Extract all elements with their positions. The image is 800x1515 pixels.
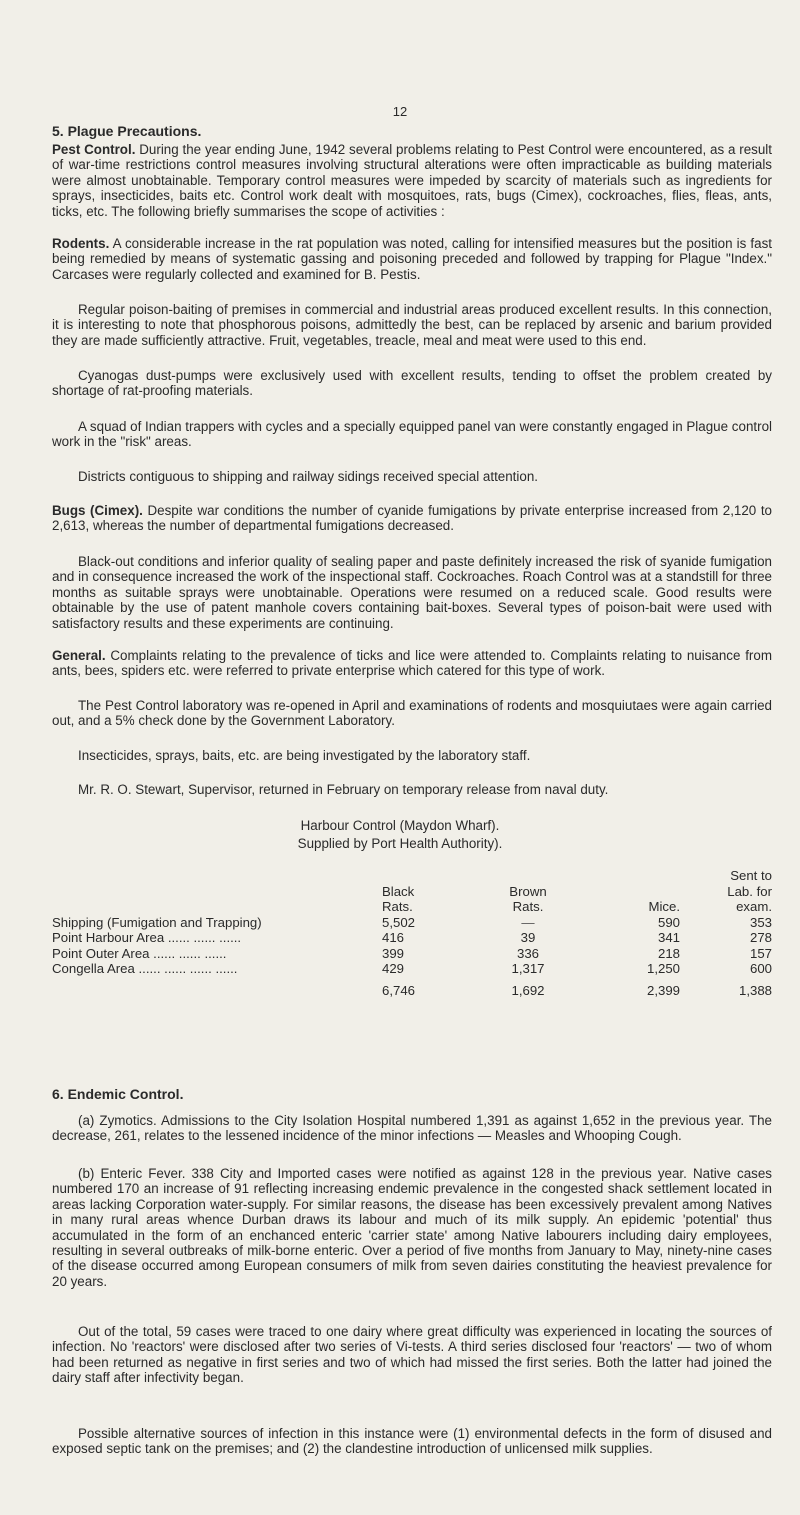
pest-control-label: Pest Control.: [52, 142, 136, 157]
cell-brown-rats: —: [521, 914, 535, 930]
bugs-text: Despite war conditions the number of cyanide fumigations by private enterprise increased from 2,120 to 2,613, whereas the number of departmental fumigations decreased.: [52, 503, 772, 534]
rodents-text: A considerable increase in the rat population was noted, calling for intensified measures but the position is fast being remedied by means of systematic gassing and poisoning preceded and followed by trapping for Plague "Index." Carcases were regularly collected and examined for B. Pestis.: [52, 236, 773, 282]
zymotics-paragraph: (a) Zymotics. Admissions to the City Isolation Hospital numbered 1,391 as against 1,652 in the previous year. The decrease, 261, relates to the lessened incidence of the minor infections — Measles and Whooping Cough.: [52, 1113, 772, 1144]
cell-mice: 341: [657, 930, 680, 945]
cell-sent-to-lab: 278: [749, 930, 772, 945]
table-row: [52, 946, 772, 962]
total-black-rats: 6,746: [382, 982, 416, 998]
cell-black-rats: 416: [382, 930, 405, 945]
header-mice: Mice.: [648, 899, 680, 914]
header-sent-to-lab: Sent to Lab. for exam.: [727, 868, 772, 914]
cell-brown-rats: 336: [516, 945, 539, 961]
cell-black-rats: 5,502: [382, 914, 416, 930]
insecticides-paragraph: Insecticides, sprays, baits, etc. are being investigated by the laboratory staff.: [78, 748, 531, 763]
cell-sent-to-lab: 157: [749, 945, 772, 961]
cell-black-rats: 399: [382, 945, 405, 961]
harbour-control-table: [52, 868, 772, 998]
row-label: Point Outer Area ...... ...... ......: [52, 945, 227, 961]
table-totals-row: [52, 977, 772, 999]
general-text: Complaints relating to the prevalence of ticks and lice were attended to. Complaints relating to nuisance from ants, bees, spiders etc. were referred to private enterprise which catered for this type of work.: [52, 648, 772, 679]
total-sent-to-lab: 1,388: [738, 982, 772, 998]
cell-black-rats: 429: [382, 961, 405, 976]
section-6-title: 6. Endemic Control.: [52, 1086, 184, 1102]
cell-mice: 218: [657, 945, 680, 961]
enteric-paragraph: (b) Enteric Fever. 338 City and Imported cases were notified as against 128 in the previous year. Native cases numbered 170 an increase of 91 reflecting increasing endemic prevalence in the congested shack settlement located in areas lacking Corporation water-supply. For similar reasons, the disease has been excessively prevalent among Natives in many rural areas whence Durban draws its labour and much of its milk supply. An epidemic 'potential' thus accumulated in the form of an enchanced enteric 'carrier state' among Native labourers including dairy employees, resulting in several outbreaks of milk-borne enteric. Over a period of five months from January to May, ninety-nine cases of the disease occurred among European consumers of milk from seven dairies constituting the heaviest prevalence for 20 years.: [52, 1166, 772, 1289]
bugs-paragraph: [52, 503, 772, 534]
stewart-paragraph: Mr. R. O. Stewart, Supervisor, returned in February on temporary release from naval duty.: [78, 782, 609, 797]
page-number: 12: [392, 104, 408, 119]
header-black-rats: Black Rats.: [382, 883, 415, 914]
section-5-title: 5. Plague Precautions.: [52, 123, 202, 139]
trappers-paragraph: A squad of Indian trappers with cycles and a specially equipped panel van were constantly engaged in Plague control work in the "risk" areas.: [52, 419, 772, 450]
pest-control-paragraph: [52, 142, 772, 219]
cell-mice: 590: [657, 914, 680, 930]
cell-mice: 1,250: [646, 961, 680, 976]
districts-paragraph: Districts contiguous to shipping and railway sidings received special attention.: [78, 469, 538, 484]
row-label: Shipping (Fumigation and Trapping): [52, 914, 262, 930]
table-row: [52, 930, 772, 946]
row-label: Point Harbour Area ...... ...... ......: [52, 930, 242, 945]
general-paragraph: [52, 648, 772, 679]
total-brown-rats: 1,692: [511, 982, 545, 998]
cell-sent-to-lab: 353: [749, 914, 772, 930]
table-row: [52, 915, 772, 931]
dairy-paragraph: Out of the total, 59 cases were traced to one dairy where great difficulty was experienced in locating the sources of infection. No 'reactors' were disclosed after two series of Vi-tests. A third series disclosed four 'reactors' — two of whom had been returned as negative in first series and two of which had missed the first series. Both the latter had joined the dairy staff after infectivity began.: [52, 1324, 772, 1386]
header-brown-rats: Brown Rats.: [509, 883, 547, 914]
cyanogas-paragraph: Cyanogas dust-pumps were exclusively used with excellent results, tending to offset the problem created by shortage of rat-proofing materials.: [52, 368, 772, 399]
poison-baiting-paragraph: Regular poison-baiting of premises in commercial and industrial areas produced excellent results. In this connection, it is interesting to note that phosphorous poisons, admittedly the best, can be replaced by arsenic and barium provided they are made sufficiently attractive. Fruit, vegetables, treacle, meal and meat were used to this end.: [52, 302, 772, 348]
cell-brown-rats: 39: [520, 930, 536, 945]
cell-sent-to-lab: 600: [749, 961, 772, 976]
general-label: General.: [52, 648, 106, 663]
table-row: [52, 961, 772, 977]
cell-brown-rats: 1,317: [511, 961, 545, 976]
sources-paragraph: Possible alternative sources of infection in this instance were (1) environmental defects in the form of disused and exposed septic tank on the premises; and (2) the clandestine introduction of unlicensed milk supplies.: [52, 1426, 772, 1457]
harbour-table-title: Harbour Control (Maydon Wharf).: [300, 818, 500, 833]
row-label: Congella Area ...... ...... ...... ......: [52, 961, 238, 976]
total-mice: 2,399: [646, 982, 680, 998]
bugs-label: Bugs (Cimex).: [52, 503, 143, 518]
harbour-table-subtitle: Supplied by Port Health Authority).: [297, 836, 503, 851]
rodents-paragraph: [52, 236, 772, 282]
table-header-row: [52, 868, 772, 915]
blackout-paragraph: Black-out conditions and inferior quality of sealing paper and paste definitely increased the risk of syanide fumigation and in consequence increased the work of the inspectional staff. Cockroaches. Roach Control was at a standstill for three months as suitable sprays were unobtainable. Operations were resumed on a reduced scale. Good results were obtainable by the use of patent manhole covers containing bait-boxes. Several types of poison-bait were used with satisfactory results and these experiments are continuing.: [52, 554, 772, 631]
laboratory-paragraph: The Pest Control laboratory was re-opened in April and examinations of rodents and mosquiutaes were again carried out, and a 5% check done by the Government Laboratory.: [52, 698, 772, 729]
rodents-label: Rodents.: [52, 236, 110, 251]
pest-control-text: During the year ending June, 1942 several problems relating to Pest Control were encountered, as a result of war-time restrictions control measures involving structural alterations were often impracticable as building materials were almost unobtainable. Temporary control measures were impeded by scarcity of materials such as ingredients for sprays, insecticides, baits etc. Control work dealt with mosquitoes, rats, bugs (Cimex), cockroaches, flies, fleas, ants, ticks, etc. The following briefly summarises the scope of activities :: [52, 142, 772, 219]
